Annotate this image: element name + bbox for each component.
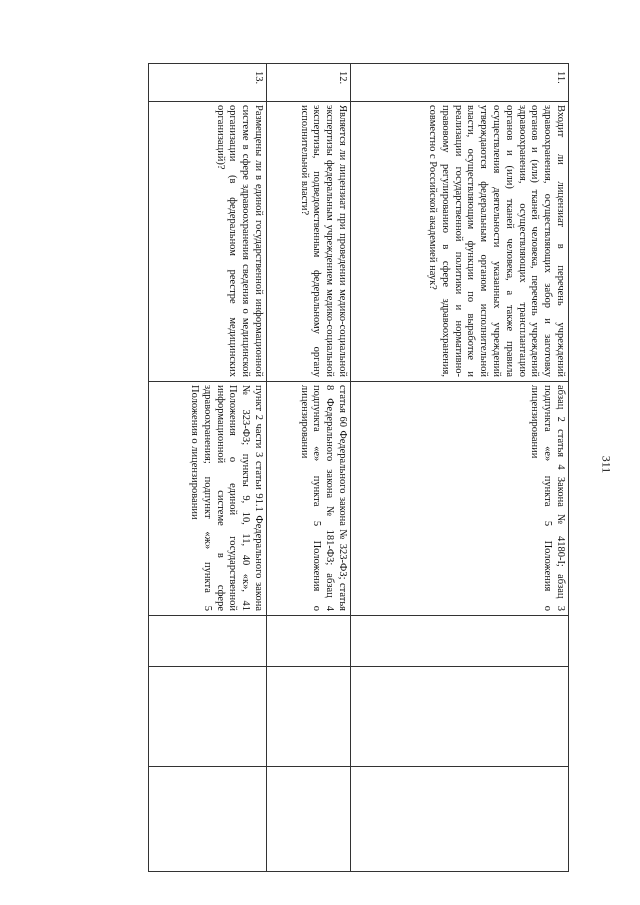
cell-divider — [148, 101, 569, 102]
checklist-table — [148, 63, 569, 872]
cell-divider — [148, 766, 569, 767]
row-number: 11. — [555, 71, 566, 84]
question-text: Является ли лицензиат при проведении медико-социальной экспертизы федеральным учреждением медико-социальной экспертизы, подведомственным федеральному органу исполнительной власти? — [298, 105, 348, 377]
requirements-text: абзац 2 статья 4 Закона № 4180-I; абзац 3 подпункта «е» пункта 5 Положения о лицензировании — [529, 385, 566, 611]
page-number: 311 — [599, 455, 614, 473]
question-text: Входит ли лицензиат в перечень учреждений здравоохранения, осуществляющих забор и заготовку органов и (или) тканей человека, перечень учреждений здравоохранения, осуществляющих трансплантацию органов и (или) тканей человека, а также правила осуществления деятельности указанных учреждений утверждаются федеральным органом исполнительной власти, осуществляющим функции по выработке и реализации государственной политики и нормативно-правовому регулированию в сфере здравоохранения, совместно с Российской академией наук? — [427, 105, 566, 377]
row-number: 12. — [337, 71, 348, 85]
table-border-top — [148, 63, 569, 64]
requirements-cell — [148, 385, 264, 611]
row-number: 13. — [253, 71, 264, 85]
question-text: Размещены ли в единой государственной информационной системе в сфере здравоохранения сведения о медицинской организации (в федеральном реестре медицинских организаций)? — [214, 105, 264, 377]
question-cell — [266, 105, 348, 377]
requirements-text: статья 60 Федерального закона № 323-ФЗ; статья 8 Федерального закона № 181-ФЗ; абзац 4 подпункта «е» пункта 5 Положения о лицензировании — [298, 385, 348, 611]
requirements-cell — [506, 385, 566, 611]
table-border-bottom — [148, 871, 569, 872]
question-cell — [184, 105, 264, 377]
cell-divider — [148, 615, 569, 616]
table-border-right — [568, 63, 569, 872]
question-cell — [350, 105, 566, 377]
requirements-cell — [266, 385, 348, 611]
requirements-text: пункт 2 части 3 статьи 91.1 Федерального закона № 323-ФЗ; пункты 9, 10, 11, 40 «к», 41 Положения о единой государственной информационной системе в сфере здравоохранения; подпункт «ж» пункта 5 Положения о лицензировании — [189, 385, 264, 611]
cell-divider — [148, 666, 569, 667]
cell-divider — [148, 381, 569, 382]
